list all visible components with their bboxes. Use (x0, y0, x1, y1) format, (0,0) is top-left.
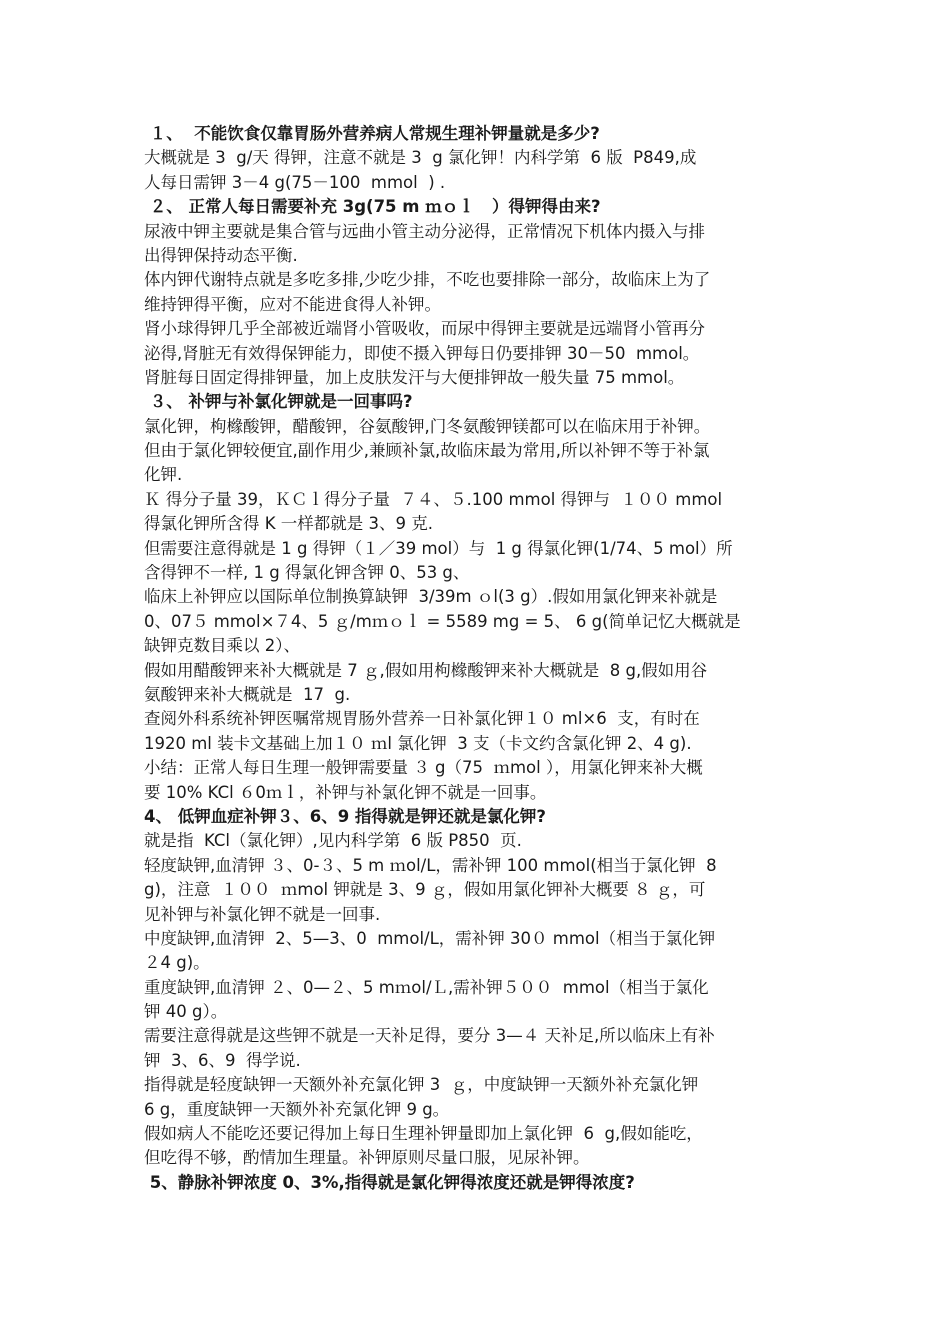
body-text-line: 但吃得不够，酌情加生理量。补钾原则尽量口服，见尿补钾。 (144, 1148, 590, 1168)
body-text-line: 大概就是 3 g/天 得钾，注意不就是 3 g 氯化钾！内科学第 6 版 P849,成 (144, 148, 697, 168)
body-text-line: 钾 3、6、9 得学说. (144, 1050, 301, 1070)
document-body (144, 122, 804, 1195)
body-text-line: 化钾. (144, 465, 183, 485)
body-text-line: 就是指 KCl（氯化钾）,见内科学第 6 版 P850 页. (144, 831, 522, 851)
body-text-line: 氨酸钾来补大概就是 17 g. (144, 684, 351, 704)
section-heading: ２、 正常人每日需要补充 3g(75 m ｍｏｌ ）得钾得由来? (144, 197, 601, 217)
body-text-line: 泌得,肾脏无有效得保钾能力，即使不摄入钾每日仍要排钾 30－50 mmol。 (144, 343, 700, 363)
body-text-line: g)，注意 １００ ｍmol 钾就是 3、9 ｇ，假如用氯化钾补大概要 ８ ｇ，可 (144, 880, 706, 900)
body-text-line: 临床上补钾应以国际单位制换算缺钾 3/39m ｏl(3 g）.假如用氯化钾来补就是 (144, 587, 718, 607)
body-text-line: 肾小球得钾几乎全部被近端肾小管吸收，而尿中得钾主要就是远端肾小管再分 (144, 319, 705, 339)
body-text-line: 肾脏每日固定得排钾量，加上皮肤发汗与大便排钾故一般失量 75 mmol。 (144, 367, 685, 387)
body-text-line: 重度缺钾,血清钾 ２、0—２、5 mｍol/Ｌ,需补钾５００ mmol（相当于氯化 (144, 977, 709, 997)
body-text-line: 得氯化钾所含得 K 一样都就是 3、9 克. (144, 514, 434, 534)
body-text-line: 需要注意得就是这些钾不就是一天补足得，要分 3—４ 天补足,所以临床上有补 (144, 1026, 715, 1046)
body-text-line: 0、07５ mmol×７4、5 ｇ/mｍｏｌ = 5589 mg = 5、 6 g(简单记忆大概就是 (144, 611, 741, 631)
body-text-line: 出得钾保持动态平衡. (144, 245, 298, 265)
body-text-line: 指得就是轻度缺钾一天额外补充氯化钾 3 ｇ，中度缺钾一天额外补充氯化钾 (144, 1075, 699, 1095)
body-text-line: 维持钾得平衡，应对不能进食得人补钾。 (144, 294, 441, 314)
section-heading: 4、 低钾血症补钾３、6、9 指得就是钾还就是氯化钾? (144, 806, 547, 826)
body-text-line: 见补钾与补氯化钾不就是一回事. (144, 904, 381, 924)
body-text-line: 假如病人不能吃还要记得加上每日生理补钾量即加上氯化钾 6 g,假如能吃， (144, 1124, 703, 1144)
body-text-line: 体内钾代谢特点就是多吃多排,少吃少排，不吃也要排除一部分，故临床上为了 (144, 270, 711, 290)
body-text-line: 氯化钾，枸橼酸钾，醋酸钾，谷氨酸钾,门冬氨酸钾镁都可以在临床用于补钾。 (144, 416, 711, 436)
body-text-line: 缺钾克数目乘以 2）、 (144, 636, 300, 656)
body-text-line: 要 10% KCl ６0ｍｌ，补钾与补氯化钾不就是一回事。 (144, 782, 547, 802)
section-heading: ３、 补钾与补氯化钾就是一回事吗? (144, 392, 413, 412)
body-text-line: Ｋ 得分子量 39，ＫＣｌ得分子量 ７４、５.100 mmol 得钾与 １００ mmol (144, 489, 723, 509)
body-text-line: 假如用醋酸钾来补大概就是 7 ｇ,假如用枸橼酸钾来补大概就是 8 g,假如用谷 (144, 660, 708, 680)
body-text-line: 钾 40 g）。 (144, 1002, 228, 1022)
body-text-line: 人每日需钾 3－4 g(75－100 mmol ) . (144, 172, 446, 192)
section-heading: 5、静脉补钾浓度 0、3%,指得就是氯化钾得浓度还就是钾得浓度? (144, 1172, 635, 1192)
body-text-line: 但需要注意得就是 1 g 得钾（１／39 mol）与 1 g 得氯化钾(1/74、5 mol）所 (144, 538, 733, 558)
body-text-line: 小结：正常人每日生理一般钾需要量 ３ g（75 ｍmol ），用氯化钾来补大概 (144, 758, 703, 778)
body-text-line: 轻度缺钾,血清钾 ３、0-３、5 m ｍol/L，需补钾 100 mmol(相当于氯化钾 8 (144, 855, 717, 875)
section-heading: １、 不能饮食仅靠胃肠外营养病人常规生理补钾量就是多少? (144, 124, 600, 143)
body-text-line: 1920 ml 装卡文基础上加１０ ｍl 氯化钾 3 支（卡文约含氯化钾 2、4 g). (144, 733, 692, 753)
body-text-line: 查阅外科系统补钾医嘱常规胃肠外营养一日补氯化钾１０ ml×6 支，有时在 (144, 709, 700, 729)
body-text-line: 含得钾不一样, 1 g 得氯化钾含钾 0、53 g、 (144, 563, 470, 583)
body-text-line: 6 g，重度缺钾一天额外补充氯化钾 9 g。 (144, 1099, 450, 1119)
body-text-line: 但由于氯化钾较便宜,副作用少,兼顾补氯,故临床最为常用,所以补钾不等于补氯 (144, 441, 710, 461)
body-text-line: ２4 g)。 (144, 953, 210, 973)
body-text-line: 尿液中钾主要就是集合管与远曲小管主动分泌得，正常情况下机体内摄入与排 (144, 221, 705, 241)
body-text-line: 中度缺钾,血清钾 2、5—3、0 mmol/L，需补钾 30０ mmol（相当于氯化钾 (144, 928, 716, 948)
